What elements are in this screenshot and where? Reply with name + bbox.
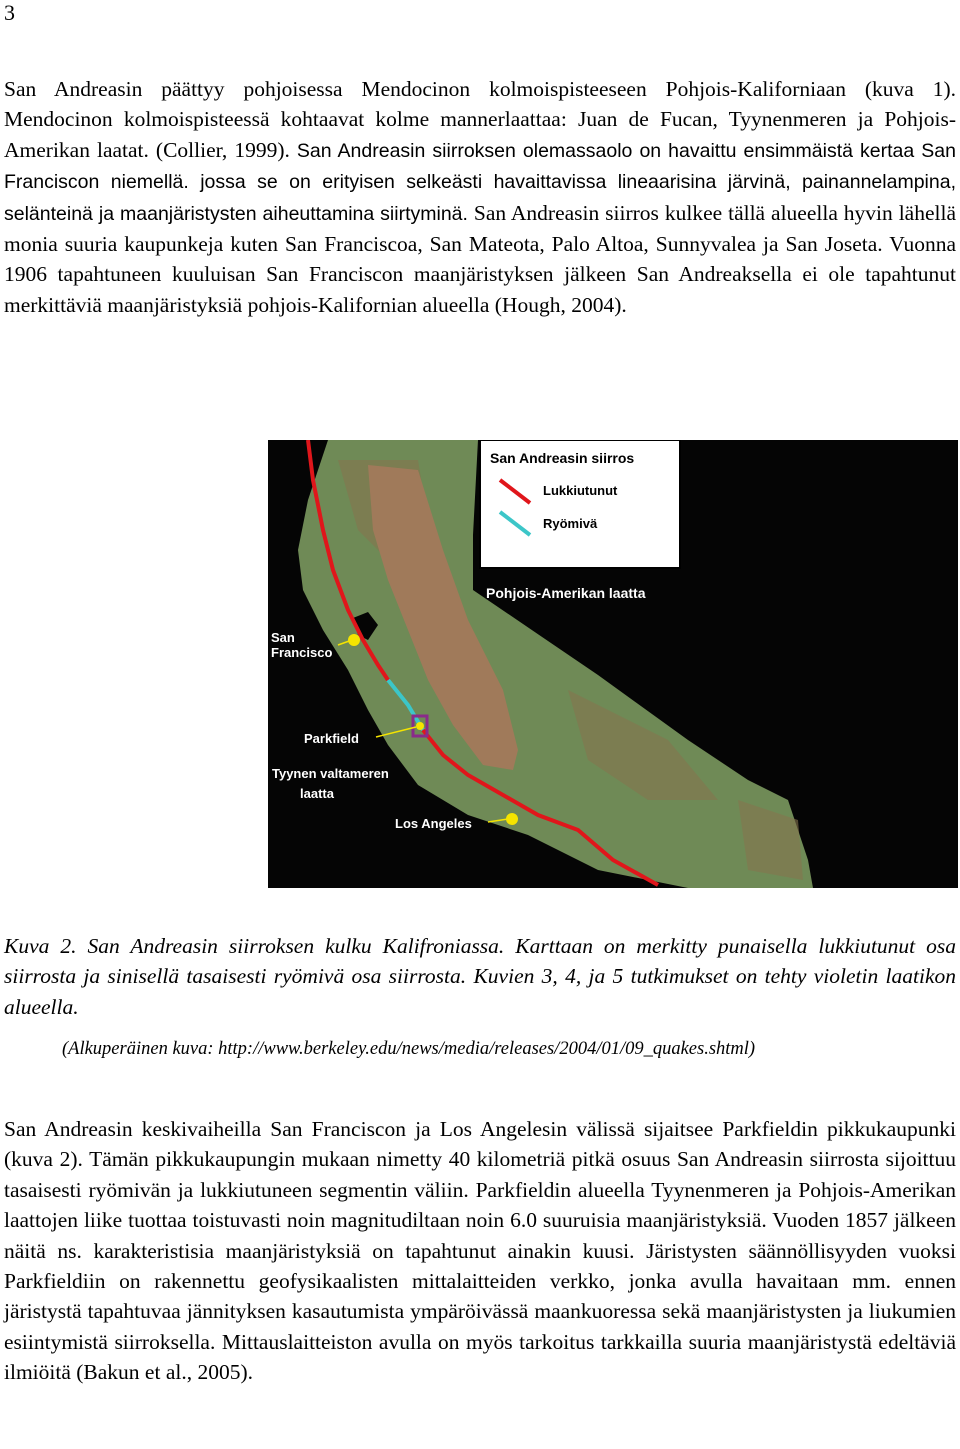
figure-caption: Kuva 2. San Andreasin siirroksen kulku Kalifroniassa. Karttaan on merkitty punaisella lukkiutunut osa siirrosta ja sinisellä tasaisesti ryömivä osa siirrosta. Kuvien 3, 4, ja 5 tutkimukset on tehty violetin laatikon alueella. (4, 934, 956, 1019)
paragraph-intro-part2: San Andreasin siirroksen olemassaolo on havaittu ensimmäistä kertaa San Franciscon niemellä. jossa se on erityisen selkeästi havaittavissa lineaarisina järvinä, painannelampina, selänteinä ja maanjäristysten aiheuttamina siirtyminä. (4, 139, 956, 225)
label-pacific-plate-1: Tyynen valtameren (272, 766, 389, 781)
parkfield-dot (416, 722, 424, 730)
label-na-plate: Pohjois-Amerikan laatta (486, 585, 646, 601)
paragraph-intro-part3: San Andreasin siirros kulkee tällä alueella hyvin lähellä monia suuria kaupunkeja kuten San Franciscoa, San Mateota, Palo Altoa, Sunnyvalea ja San Joseta. Vuonna 1906 tapahtuneen kuuluisan San Franciscon maanjäristyksen jälkeen San Andreaksella ei ole tapahtunut merkittäviä maanjäristyksiä pohjois-Kalifornian alueella (Hough, 2004). (4, 200, 957, 317)
figure-source: (Alkuperäinen kuva: http://www.berkeley.edu/news/media/releases/2004/01/09_quakes.shtml) (62, 1039, 756, 1059)
paragraph-intro (4, 74, 956, 320)
san-andreas-map (268, 440, 958, 888)
legend-creeping-label: Ryömivä (543, 516, 598, 531)
page-number: 3 (4, 0, 15, 25)
paragraph-parkfield: San Andreasin keskivaiheilla San Franciscon ja Los Angelesin välissä sijaitsee Parkfieldin pikkukaupunki (kuva 2). Tämän pikkukaupungin mukaan nimetty 40 kilometriä pitkä osuus San Andreasin siirrosta sijoittuu tasaisesti ryömivän ja lukkiutuneen segmentin väliin. Parkfieldin alueella Tyynenmeren ja Pohjois-Amerikan laattojen liike tuottaa toistuvasti noin magnitudiltaan noin 6.0 suuruisia maanjäristyksiä. Vuoden 1857 jälkeen näitä ns. karakteristisia maanjäristyksiä on tapahtunut ainakin kuusi. Järistysten säännöllisyyden vuoksi Parkfieldiin on rakennettu geofysikaalisten mittalaitteiden verkko, jonka avulla havaitaan mm. ennen järistystä tapahtuvaa jännityksen kasautumista ympäröivässä maankuoressa sekä maanjäristysten ja liukumien esiintymistä siirroksella. Mittauslaitteiston avulla on myös tarkoitus tarkkailla suuria maanjäristystä edeltäviä ilmiöitä (Bakun et al., 2005). (4, 1117, 956, 1385)
paragraph-intro-part1: San Andreasin päättyy pohjoisessa Mendocinon kolmoispisteeseen Pohjois-Kaliforniaan (kuva 1). Mendocinon kolmoispisteessä kohtaavat kolme mannerlaattaa: Juan de Fucan, Tyynenmeren ja Pohjois-Amerikan laatat. (Collier, 1999). (4, 77, 956, 162)
label-sf-2: Francisco (271, 645, 333, 660)
label-la: Los Angeles (395, 816, 472, 831)
legend-title: San Andreasin siirros (490, 450, 635, 466)
label-pacific-plate-2: laatta (300, 786, 334, 801)
label-sf-1: San (271, 630, 295, 645)
label-parkfield: Parkfield (304, 731, 359, 746)
legend-locked-label: Lukkiutunut (543, 483, 618, 498)
